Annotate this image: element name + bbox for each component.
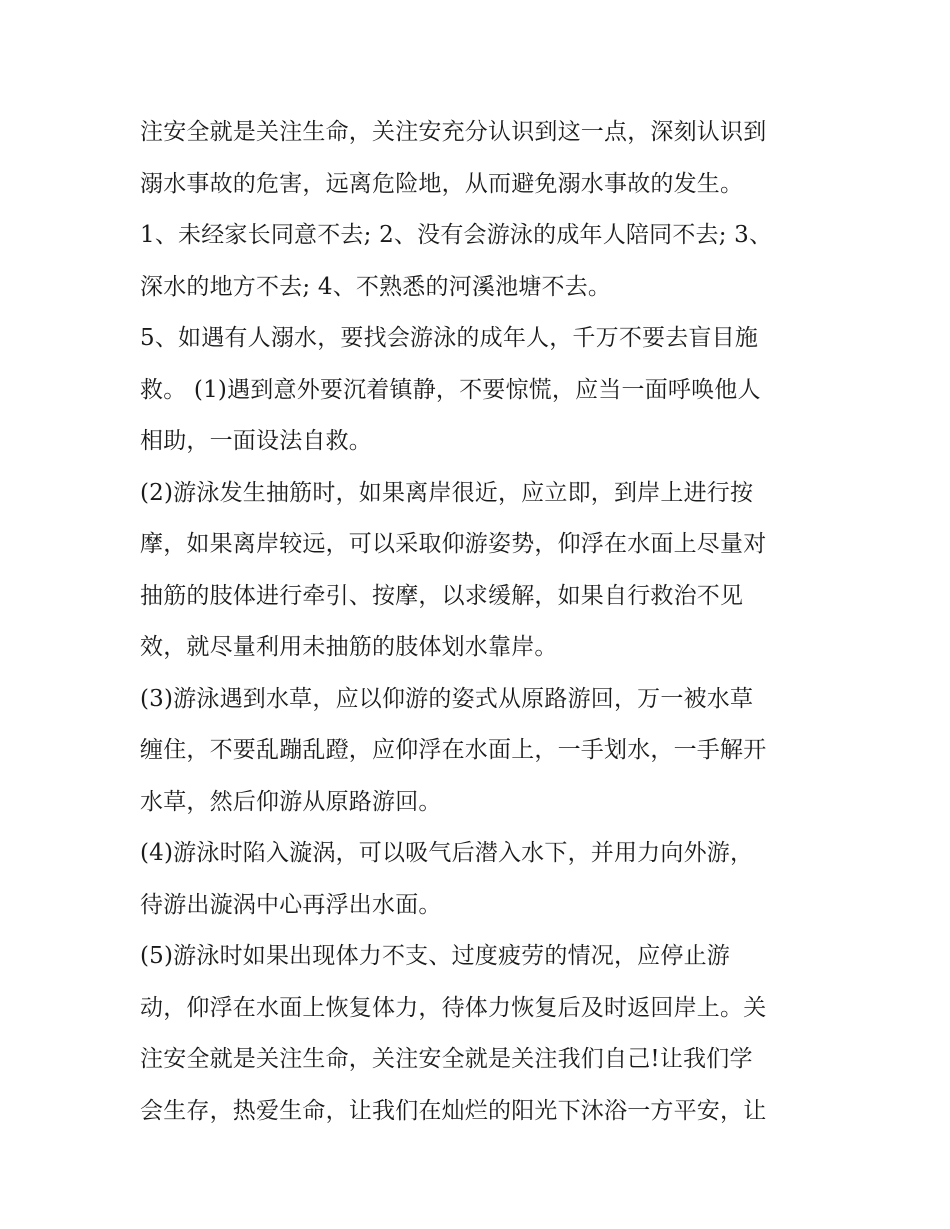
text-line: 效，就尽量利用未抽筋的肢体划水靠岸。 [140, 634, 558, 660]
text-line: 救。 (1)遇到意外要沉着镇静，不要惊慌，应当一面呼唤他人 [140, 376, 761, 403]
text-line: 动，仰浮在水面上恢复体力，待体力恢复后及时返回岸上。关 [140, 994, 767, 1021]
text-line: 会生存，热爱生命，让我们在灿烂的阳光下沐浴一方平安，让 [140, 1097, 767, 1124]
text-line: 相助，一面设法自救。 [140, 428, 372, 454]
text-line: 水草，然后仰游从原路游回。 [140, 788, 442, 815]
text-line: 溺水事故的危害，远离危险地，从而避免溺水事故的发生。 [140, 170, 744, 197]
body-text [140, 107, 820, 1137]
text-line: 5、如遇有人溺水，要找会游泳的成年人，千万不要去盲目施 [140, 325, 759, 351]
text-line: (2)游泳发生抽筋时，如果离岸很近，应立即，到岸上进行按 [140, 479, 754, 506]
text-line: 摩，如果离岸较远，可以采取仰游姿势，仰浮在水面上尽量对 [140, 531, 767, 557]
text-line: 注安全就是关注生命，关注安全就是关注我们自己!让我们学 [140, 1046, 753, 1072]
text-line: (4)游泳时陷入漩涡，可以吸气后潜入水下，并用力向外游， [140, 840, 754, 866]
text-line: (3)游泳遇到水草，应以仰游的姿式从原路游回，万一被水草 [140, 685, 754, 712]
text-line: 深水的地方不去; 4、不熟悉的河溪池塘不去。 [140, 273, 612, 300]
text-line: (5)游泳时如果出现体力不支、过度疲劳的情况，应停止游 [140, 943, 730, 969]
text-line: 1、未经家长同意不去; 2、没有会游泳的成年人陪同不去; 3、 [140, 222, 773, 248]
text-line: 待游出漩涡中心再浮出水面。 [140, 891, 442, 918]
text-line: 抽筋的肢体进行牵引、按摩，以求缓解，如果自行救治不见 [140, 582, 744, 609]
text-line: 注安全就是关注生命，关注安充分认识到这一点，深刻认识到 [140, 119, 767, 145]
text-line: 缠住，不要乱蹦乱蹬，应仰浮在水面上，一手划水，一手解开 [140, 737, 767, 763]
